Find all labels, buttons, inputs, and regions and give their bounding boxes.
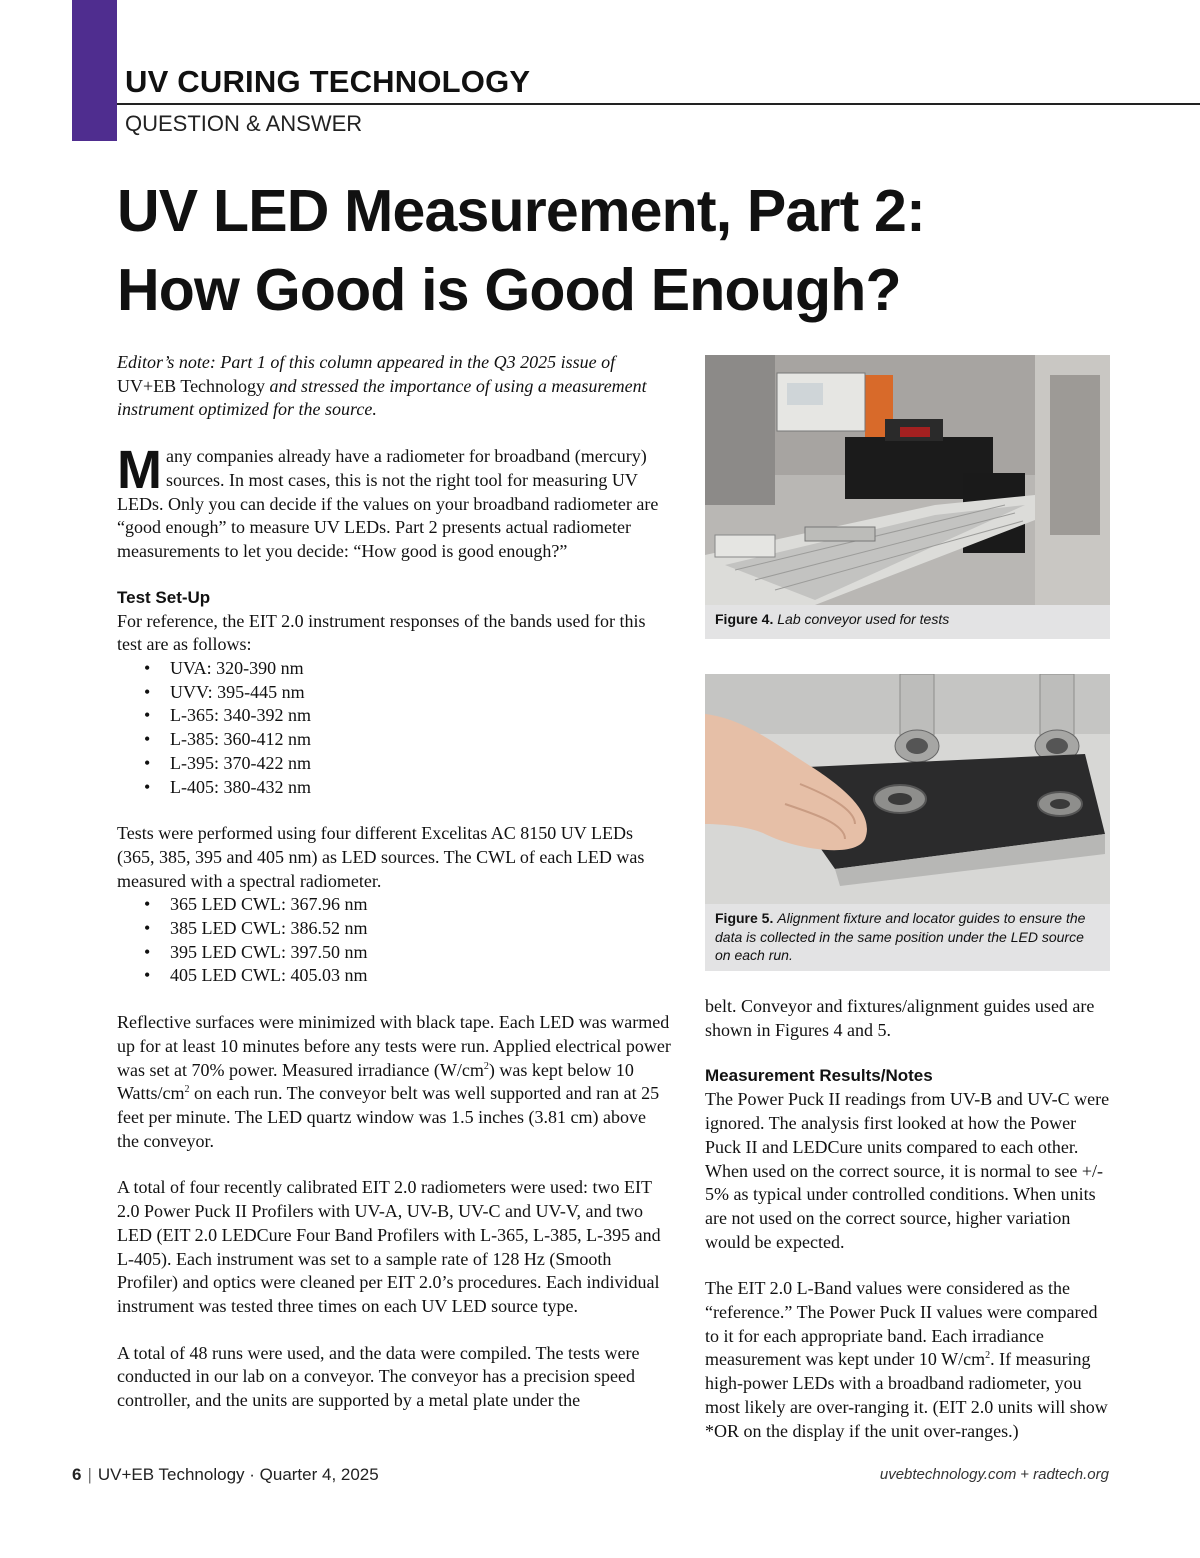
article-title <box>117 172 1117 330</box>
figure-4 <box>705 355 1110 639</box>
radiometers-paragraph: A total of four recently calibrated EIT 2.0 radiometers were used: two EIT 2.0 Power Puck II Profilers with UV-A, UV-B, UV-C and UV-V, and two LED (EIT 2.0 LEDCure Four Band Profilers with L-365, L-385, L-395 and L-405). Each instrument was set to a sample rate of 128 Hz (Smooth Profiler) and optics were cleaned per EIT 2.0’s procedures. Each individual instrument was tested three times on each UV LED source type. <box>117 1177 661 1316</box>
section-subtitle: QUESTION & ANSWER <box>125 111 363 136</box>
section-title: UV CURING TECHNOLOGY <box>125 64 531 99</box>
list-item: • L-365: 340-392 nm <box>117 704 672 728</box>
list-item: • UVV: 395-445 nm <box>117 681 672 705</box>
conveyor-photo <box>705 355 1110 605</box>
article-title-line-1: UV LED Measurement, Part 2: <box>117 178 925 244</box>
test-setup-intro: For reference, the EIT 2.0 instrument responses of the bands used for this test are as follows: <box>117 610 646 655</box>
results-paragraph-1: The Power Puck II readings from UV-B and UV-C were ignored. The analysis first looked at how the Power Puck II and LEDCure units compared to each other. When used on the correct source, it is normal to see +/- 5% as typical under controlled conditions. When units are not used on the correct source, higher variation would be expected. <box>705 1089 1110 1252</box>
list-item: • L-405: 380-432 nm <box>117 776 672 800</box>
band-list <box>117 657 672 799</box>
list-item: • L-385: 360-412 nm <box>117 728 672 752</box>
website-link[interactable]: radtech.org <box>1033 1466 1109 1483</box>
list-item: • UVA: 320-390 nm <box>117 657 672 681</box>
leds-paragraph: Tests were performed using four different Excelitas AC 8150 UV LEDs (365, 385, 395 and 405 nm) as LED sources. The CWL of each LED was measured with a spectral radiometer. <box>117 823 645 891</box>
footer-publication: 6 | UV+EB Technology · Quarter 4, 2025 <box>72 1465 379 1484</box>
figure-5 <box>705 674 1110 971</box>
intro-paragraph: Many companies already have a radiometer for broadband (mercury) sources. In most cases, this is not the right tool for measuring UV LEDs. Only you can decide if the values on your broadband radiometer are “good enough” to measure UV LEDs. Part 2 presents actual radiometer measurements to let you decide: “How good is good enough?” <box>117 440 659 561</box>
runs-paragraph: A total of 48 runs were used, and the data were compiled. The tests were conducted in our lab on a conveyor. The conveyor has a precision speed controller, and the units are supported by a metal plate under the <box>117 1342 640 1411</box>
section-accent-bar <box>72 0 117 141</box>
page-number: 6 <box>72 1465 82 1484</box>
website-link[interactable]: uvebtechnology.com <box>879 1466 1017 1483</box>
alignment-fixture-photo <box>705 674 1110 904</box>
test-setup-heading: Test Set-Up <box>117 587 211 607</box>
figure-5-caption: Figure 5. Alignment fixture and locator guides to ensure the data is collected in the same position under the LED source on each run. <box>705 904 1110 971</box>
cwl-list <box>117 893 672 988</box>
right-column <box>705 995 1115 1443</box>
results-paragraph-2: The EIT 2.0 L-Band values were considered as the “reference.” The Power Puck II values were compared to it for each appropriate band. Each irradiance measurement was kept under 10 $W/cm^2$. If measuring high-power LEDs with a broadband radiometer, you most likely are over-ranging it. (EIT 2.0 units will show *OR on the display if the unit over-ranges.) <box>705 1278 1108 1441</box>
list-item: • 405 LED CWL: 405.03 nm <box>117 964 672 988</box>
list-item: • 365 LED CWL: 367.96 nm <box>117 893 672 917</box>
reflective-paragraph: Reflective surfaces were minimized with black tape. Each LED was warmed up for at least 10 minutes before any tests were run. Applied electrical power was set at 70% power. Measured irradiance $(W/cm^2)$ was kept below 10 Watts/$cm^2$ on each run. The conveyor belt was well supported and ran at 25 feet per minute. The LED quartz window was 1.5 inches (3.81 cm) above the conveyor. <box>117 1012 671 1151</box>
results-heading: Measurement Results/Notes <box>705 1066 933 1086</box>
footer-websites: uvebtechnology.com + radtech.org <box>879 1466 1109 1483</box>
article-title-line-2: How Good is Good Enough? <box>117 257 901 323</box>
list-item: • 385 LED CWL: 386.52 nm <box>117 917 672 941</box>
list-item: • L-395: 370-422 nm <box>117 752 672 776</box>
left-column <box>117 351 672 1413</box>
editor-note: Editor’s note: Part 1 of this column appeared in the Q3 2025 issue of UV+EB Technology and stressed the importance of using a measurement instrument optimized for the source. <box>117 352 647 420</box>
publication-name: UV+EB Technology <box>117 375 266 396</box>
drop-cap: M <box>117 440 162 501</box>
header-rule <box>117 103 1200 105</box>
figure-4-caption: Figure 4. Lab conveyor used for tests <box>705 605 1110 639</box>
runs-paragraph-continued: belt. Conveyor and fixtures/alignment guides used are shown in Figures 4 and 5. <box>705 996 1095 1040</box>
list-item: • 395 LED CWL: 397.50 nm <box>117 941 672 965</box>
